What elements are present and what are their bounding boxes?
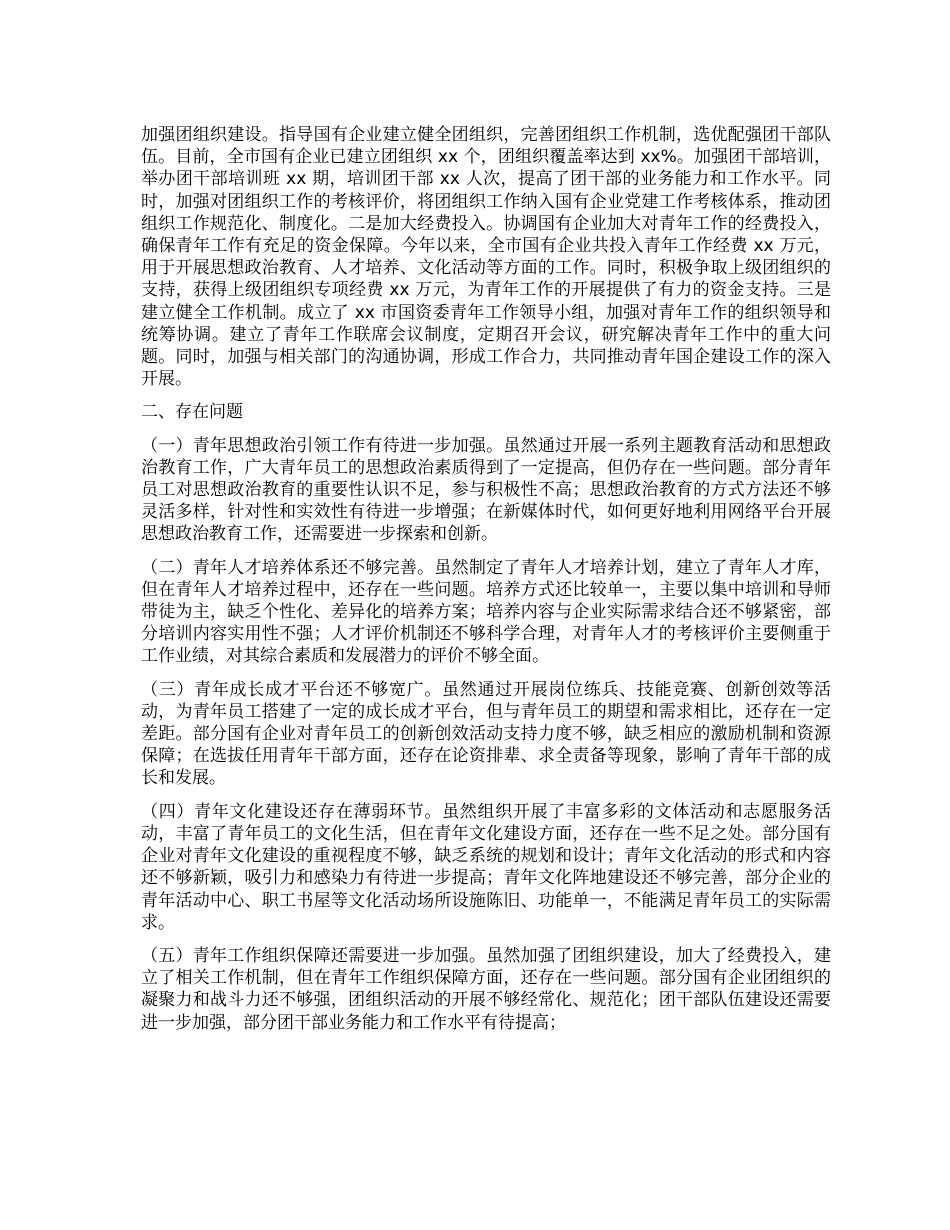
paragraph-intro-continued: 加强团组织建设。指导国有企业建立健全团组织，完善团组织工作机制，选优配强团干部队伍。目前，全市国有企业已建立团组织 xx 个，团组织覆盖率达到 xx%。加强团干部培训，举办团干部培训班 xx 期，培训团干部 xx 人次，提高了团干部的业务能力和工作水平。同时，加强对团组织工作的考核评价，将团组织工作纳入国有企业党建工作考核体系，推动团组织工作规范化、制度化。二是加大经费投入。协调国有企业加大对青年工作的经费投入，确保青年工作有充足的资金保障。今年以来，全市国有企业共投入青年工作经费 xx 万元，用于开展思想政治教育、人才培养、文化活动等方面的工作。同时，积极争取上级团组织的支持，获得上级团组织专项经费 xx 万元，为青年工作的开展提供了有力的资金支持。三是建立健全工作机制。成立了 xx 市国资委青年工作领导小组，加强对青年工作的组织领导和统筹协调。建立了青年工作联席会议制度，定期召开会议，研究解决青年工作中的重大问题。同时，加强与相关部门的沟通协调，形成工作合力，共同推动青年国企建设工作的深入开展。 [141, 125, 831, 390]
paragraph-issue-3: （三）青年成长成才平台还不够宽广。虽然通过开展岗位练兵、技能竞赛、创新创效等活动，为青年员工搭建了一定的成长成才平台，但与青年员工的期望和需求相比，还存在一定差距。部分国有企业对青年员工的创新创效活动支持力度不够，缺乏相应的激励机制和资源保障；在选拔任用青年干部方面，还存在论资排辈、求全责备等现象，影响了青年干部的成长和发展。 [141, 679, 831, 789]
paragraph-issue-4: （四）青年文化建设还存在薄弱环节。虽然组织开展了丰富多彩的文体活动和志愿服务活动，丰富了青年员工的文化生活，但在青年文化建设方面，还存在一些不足之处。部分国有企业对青年文化建设的重视程度不够，缺乏系统的规划和设计；青年文化活动的形式和内容还不够新颖，吸引力和感染力有待进一步提高；青年文化阵地建设还不够完善，部分企业的青年活动中心、职工书屋等文化活动场所设施陈旧、功能单一，不能满足青年员工的实际需求。 [141, 801, 831, 933]
section-heading: 二、存在问题 [141, 402, 243, 423]
paragraph-issue-5: （五）青年工作组织保障还需要进一步加强。虽然加强了团组织建设，加大了经费投入，建立了相关工作机制，但在青年工作组织保障方面，还存在一些问题。部分国有企业团组织的凝聚力和战斗力还不够强，团组织活动的开展不够经常化、规范化；团干部队伍建设还需要进一步加强，部分团干部业务能力和工作水平有待提高； [141, 945, 831, 1033]
paragraph-issue-1: （一）青年思想政治引领工作有待进一步加强。虽然通过开展一系列主题教育活动和思想政治教育工作，广大青年员工的思想政治素质得到了一定提高，但仍存在一些问题。部分青年员工对思想政治教育的重要性认识不足，参与积极性不高；思想政治教育的方式方法还不够灵活多样，针对性和实效性有待进一步增强；在新媒体时代，如何更好地利用网络平台开展思想政治教育工作，还需要进一步探索和创新。 [141, 435, 831, 545]
document-page [141, 124, 831, 1045]
paragraph-issue-2: （二）青年人才培养体系还不够完善。虽然制定了青年人才培养计划，建立了青年人才库，但在青年人才培养过程中，还存在一些问题。培养方式还比较单一，主要以集中培训和导师带徒为主，缺乏个性化、差异化的培养方案；培养内容与企业实际需求结合还不够紧密，部分培训内容实用性不强；人才评价机制还不够科学合理，对青年人才的考核评价主要侧重于工作业绩，对其综合素质和发展潜力的评价不够全面。 [141, 557, 831, 667]
